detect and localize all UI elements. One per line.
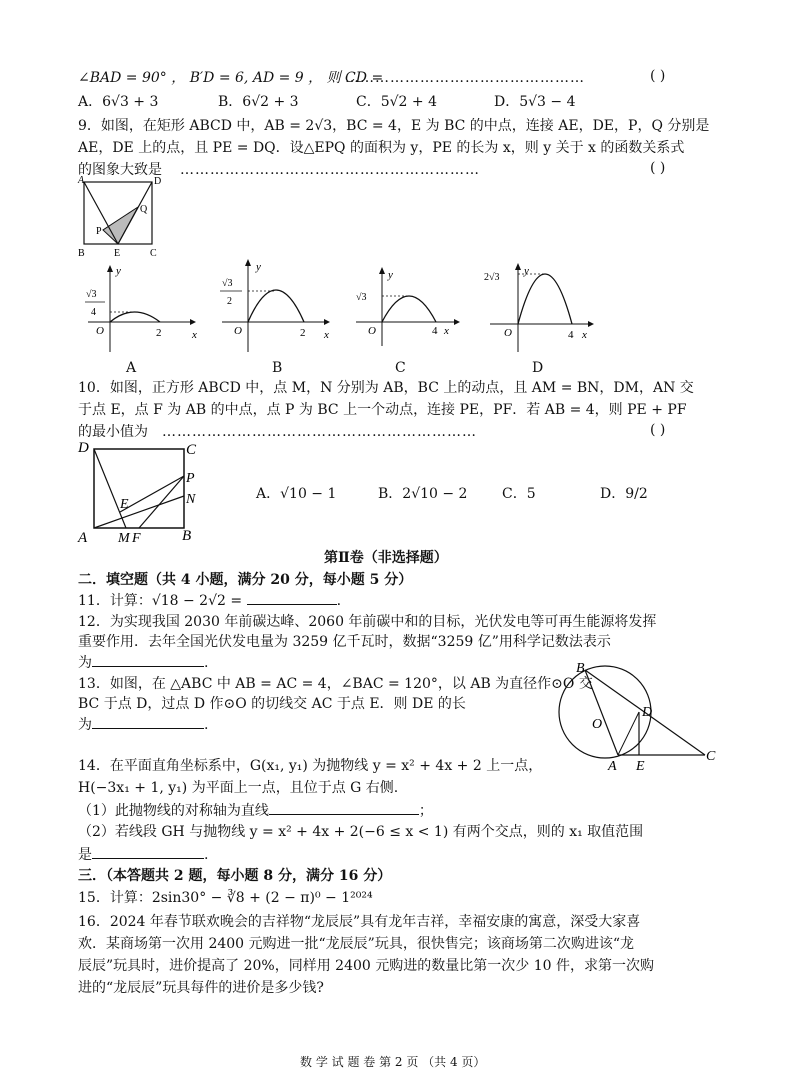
q10-square-figure [74, 440, 204, 544]
graph-d-ytick: 2√3 [484, 272, 500, 283]
rect-label-d: D [154, 176, 162, 187]
q14-line3-text: （1）此抛物线的对称轴为直线 [78, 803, 269, 819]
square-label-a: A [78, 530, 88, 544]
graph-a-x: x [192, 329, 197, 341]
q13-line1: 13．如图，在 △ABC 中 AB = AC = 4，∠BAC = 120°，以 AB 为直径作⊙O 交 [78, 676, 593, 692]
graph-a-num: √3 [86, 289, 97, 300]
q10-line3: 的最小值为 [78, 424, 148, 440]
part-2-heading: 二．填空题（共 4 小题，满分 20 分，每小题 5 分） [78, 572, 413, 588]
square-label-m: M [118, 531, 130, 544]
square-label-f: F [132, 531, 141, 544]
q8-tail: ∠BAD = 90° ， B′D = 6, AD = 9 ， 则 CD = [78, 70, 384, 86]
square-label-p: P [186, 471, 195, 486]
q14-part1-blank[interactable] [269, 800, 419, 815]
graph-b-origin: O [234, 325, 242, 337]
square-label-n: N [186, 492, 196, 507]
square-label-c: C [186, 442, 197, 458]
q10-line1: 10．如图，正方形 ABCD 中，点 M，N 分别为 AB，BC 上的动点，且 AM = BN，DM，AN 交 [78, 380, 694, 396]
rect-label-p: P [96, 226, 102, 237]
graph-b-x: x [324, 329, 329, 341]
q9-choice-c: C [395, 360, 406, 376]
q14-line4: （2）若线段 GH 与抛物线 y = x² + 4x + 2(−6 ≤ x < 1) 有两个交点，则的 x₁ 取值范围 [78, 824, 644, 840]
q12-line3: 为 . [78, 652, 208, 673]
q14-part2-blank[interactable] [92, 844, 204, 859]
circle-label-o: O [592, 717, 603, 732]
graph-b-den: 2 [227, 296, 232, 307]
q8-option-a: A．6√3 + 3 [78, 94, 159, 110]
q10-answer-paren: ( ) [650, 422, 666, 438]
q8-dots: ………………………………………… [345, 70, 585, 86]
rect-label-q: Q [140, 204, 148, 215]
q9-graph-c [348, 264, 468, 360]
rect-label-c: C [150, 248, 157, 259]
q9-choice-d: D [532, 360, 544, 376]
q9-choice-a: A [126, 360, 137, 376]
graph-c-xtick: 4 [432, 325, 438, 337]
q16-line2: 欢．某商场第一次用 2400 元购进一批“龙辰辰”玩具，很快售完；该商场第二次购进该“龙 [78, 936, 634, 952]
q13-line3-text: 为 [78, 717, 92, 733]
q14-line3: （1）此抛物线的对称轴为直线 ； [78, 800, 433, 821]
part-3-heading: 三．（本答题共 2 题，每小题 8 分，满分 16 分） [78, 868, 392, 884]
graph-a-y: y [116, 265, 121, 277]
q9-line1: 9．如图，在矩形 ABCD 中，AB = 2√3，BC = 4，E 为 BC 的中点，连接 AE，DE，P，Q 分别是 [78, 118, 710, 134]
rect-label-e: E [114, 248, 121, 259]
square-label-d: D [78, 440, 89, 456]
q12-line3-text: 为 [78, 655, 92, 671]
q13-answer-blank[interactable] [92, 714, 204, 729]
page-footer: 数 学 试 题 卷 第 2 页 （共 4 页） [300, 1055, 486, 1069]
q10-option-c: C．5 [502, 486, 536, 502]
q9-answer-paren: ( ) [650, 160, 666, 176]
q9-graph-a [80, 262, 200, 362]
graph-d-origin: O [504, 327, 512, 339]
rect-label-b: B [78, 248, 85, 259]
q12-line1: 12．为实现我国 2030 年前碳达峰、2060 年前碳中和的目标，光伏发电等可再生能源将发挥 [78, 614, 657, 630]
graph-a-xtick: 2 [156, 327, 162, 339]
q9-graph-d [482, 262, 602, 362]
q12-line2: 重要作用．去年全国光伏发电量为 3259 亿千瓦时，数据“3259 亿”用科学记数法表示 [78, 634, 611, 650]
graph-d-y: y [524, 265, 529, 277]
q10-dots: ……………………………………………………… [162, 424, 477, 440]
q14-line2: H(−3x₁ + 1, y₁) 为平面上一点，且位于点 G 右侧. [78, 780, 399, 796]
q16-line3: 辰辰”玩具时，进价提高了 20%，同样用 2400 元购进的数量比第一次少 10 件，求第一次购 [78, 958, 654, 974]
q14-line1: 14．在平面直角坐标系中，G(x₁, y₁) 为抛物线 y = x² + 4x + 2 上一点， [78, 758, 543, 774]
square-label-e: E [120, 497, 129, 512]
q13-line3: 为 . [78, 714, 208, 735]
q14-line5-text: 是 [78, 847, 92, 863]
q11-answer-blank[interactable] [247, 590, 337, 605]
graph-c-origin: O [368, 325, 376, 337]
graph-b-num: √3 [222, 278, 233, 289]
graph-a-origin: O [96, 325, 104, 337]
q16-line1: 16．2024 年春节联欢晚会的吉祥物“龙辰辰”具有龙年吉祥，幸福安康的寓意，深受大家喜 [78, 914, 641, 930]
q10-option-b: B．2√10 − 2 [378, 486, 468, 502]
graph-b-xtick: 2 [300, 327, 306, 339]
q9-line3: 的图象大致是 [78, 162, 162, 178]
q12-answer-blank[interactable] [92, 652, 204, 667]
q10-option-d: D．9/2 [600, 486, 648, 502]
q8-option-d: D．5√3 − 4 [494, 94, 576, 110]
circle-label-b: B [576, 661, 585, 676]
q9-graph-b [214, 256, 334, 360]
q8-option-b: B．6√2 + 3 [218, 94, 299, 110]
section-2-title: 第Ⅱ卷（非选择题） [324, 550, 448, 566]
q9-choice-b: B [272, 360, 283, 376]
circle-label-e: E [636, 759, 645, 772]
graph-c-x: x [444, 325, 449, 337]
graph-b-y: y [256, 261, 261, 273]
graph-d-xtick: 4 [568, 329, 574, 341]
q13-line2: BC 于点 D，过点 D 作⊙O 的切线交 AC 于点 E．则 DE 的长 [78, 696, 466, 712]
q16-line4: 进的“龙辰辰”玩具每件的进价是多少钱? [78, 980, 324, 996]
graph-d-x: x [582, 329, 587, 341]
graph-c-ytick: √3 [356, 292, 367, 303]
q9-rectangle-figure [76, 174, 166, 260]
square-label-b: B [182, 528, 192, 544]
q9-dots: …………………………………………………… [180, 162, 480, 178]
q13-circle-figure [550, 660, 726, 772]
q10-option-a: A．√10 − 1 [256, 486, 337, 502]
circle-label-d: D [642, 705, 653, 720]
graph-a-den: 4 [91, 307, 96, 318]
circle-label-c: C [706, 749, 716, 764]
q10-line2: 于点 E，点 F 为 AB 的中点，点 P 为 BC 上一个动点，连接 PE，PF．若 AB = 4，则 PE + PF [78, 402, 687, 418]
q15: 15．计算：2sin30° − ∛8 + (2 − π)⁰ − 1²⁰²⁴ [78, 890, 373, 906]
q8-option-c: C．5√2 + 4 [356, 94, 437, 110]
q8-answer-paren: ( ) [650, 68, 666, 84]
graph-c-y: y [388, 269, 393, 281]
q14-line5: 是 . [78, 844, 208, 865]
circle-label-a: A [608, 759, 617, 772]
q11-text: 11．计算：√18 − 2√2 = [78, 593, 243, 609]
q11: 11．计算：√18 − 2√2 = . [78, 590, 341, 611]
rect-label-a: A [78, 175, 85, 186]
q9-line2: AE，DE 上的点，且 PE = DQ．设△EPQ 的面积为 y，PE 的长为 x，则 y 关于 x 的函数关系式 [78, 140, 685, 156]
